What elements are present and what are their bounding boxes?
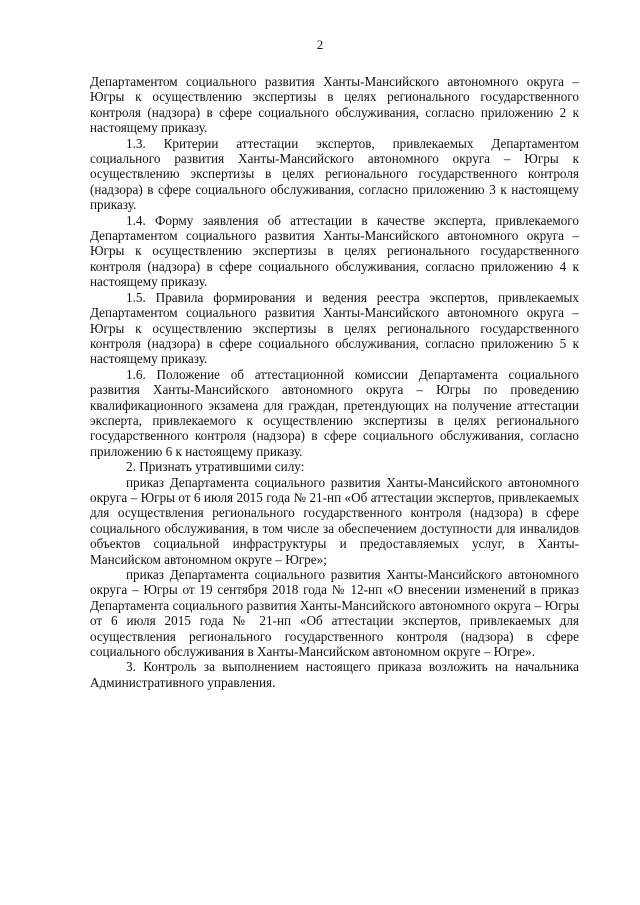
page-number: 2	[316, 37, 324, 52]
paragraph-3: 3. Контроль за выполнением настоящего приказа возложить на начальника Административного управления.	[90, 659, 579, 690]
paragraph-1-6: 1.6. Положение об аттестационной комиссии Департамента социального развития Ханты-Мансийского автономного округа – Югры по проведению квалификационного экзамена для граждан, претендующих на получение аттестации эксперта, привлекаемого к осуществлению экспертизы в целях регионального государственного контроля (надзора) в сфере социального обслуживания, согласно приложению 6 к настоящему приказу.	[90, 366, 579, 459]
paragraph-repealed-order-1: приказ Департамента социального развития Ханты-Мансийского автономного округа – Югры от 6 июля 2015 года № 21-нп «Об аттестации экспертов, привлекаемых для осуществления регионального государственного контроля (надзора) в сфере социального обслуживания, в том числе за обеспечением доступности для инвалидов объектов социальной инфраструктуры и предоставляемых услуг, в Ханты-Мансийском автономном округе – Югре»;	[90, 474, 579, 567]
paragraph-repealed-order-2: приказ Департамента социального развития Ханты-Мансийского автономного округа – Югры от 19 сентября 2018 года № 12-нп «О внесении изменений в приказ Департамента социального развития Ханты-Мансийского автономного округа – Югры от 6 июля 2015 года № 21-нп «Об аттестации экспертов, привлекаемых для осуществления регионального государственного контроля (надзора) в сфере социального обслуживания в Ханты-Мансийском автономном округе – Югре».	[90, 567, 579, 660]
paragraph-1-3: 1.3. Критерии аттестации экспертов, привлекаемых Департаментом социального развития Ханты-Мансийского автономного округа – Югры к осуществлению экспертизы в целях регионального государственного контроля (надзора) в сфере социального обслуживания, согласно приложению 3 к настоящему приказу.	[90, 135, 579, 213]
paragraph-continuation: Департаментом социального развития Ханты-Мансийского автономного округа – Югры к осуществлению экспертизы в целях регионального государственного контроля (надзора) в сфере социального обслуживания, согласно приложению 2 к настоящему приказу.	[90, 74, 579, 136]
paragraph-1-4: 1.4. Форму заявления об аттестации в качестве эксперта, привлекаемого Департаментом социального развития Ханты-Мансийского автономного округа – Югры к осуществлению экспертизы в целях регионального государственного контроля (надзора) в сфере социального обслуживания, согласно приложению 4 к настоящему приказу.	[90, 212, 579, 290]
paragraph-1-5: 1.5. Правила формирования и ведения реестра экспертов, привлекаемых Департаментом социального развития Ханты-Мансийского автономного округа – Югры к осуществлению экспертизы в целях регионального государственного контроля (надзора) в сфере социального обслуживания, согласно приложению 5 к настоящему приказу.	[90, 289, 579, 367]
paragraph-2: 2. Признать утратившими силу:	[126, 459, 305, 475]
document-body	[90, 74, 579, 690]
